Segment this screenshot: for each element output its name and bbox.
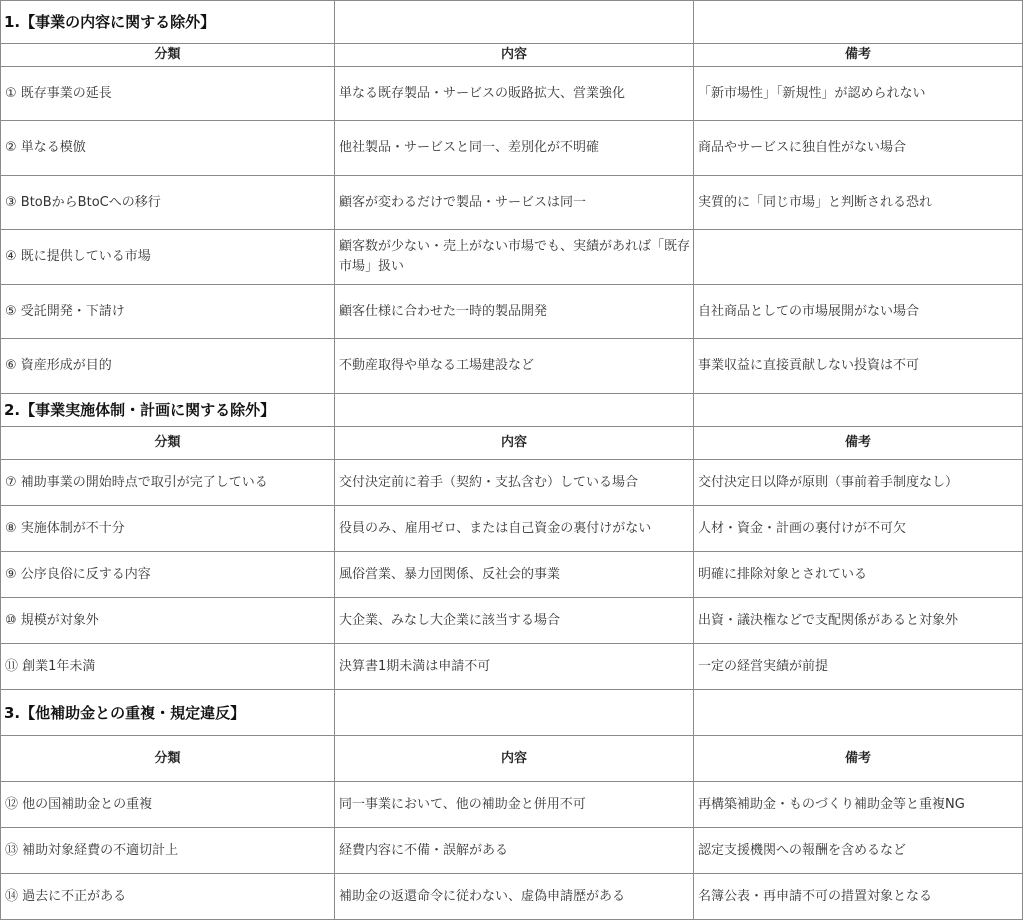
table-row — [1, 874, 1023, 920]
section-1-title-row — [1, 1, 1023, 44]
content-cell: 顧客仕様に合わせた一時的製品開発 — [335, 285, 694, 339]
remarks-cell: 名簿公表・再申請不可の措置対象となる — [694, 874, 1023, 920]
category-cell: ⑪ 創業1年未満 — [1, 644, 335, 690]
content-cell: 顧客が変わるだけで製品・サービスは同一 — [335, 176, 694, 230]
remarks-cell: 出資・議決権などで支配関係があると対象外 — [694, 598, 1023, 644]
category-cell: ⑨ 公序良俗に反する内容 — [1, 552, 335, 598]
content-cell: 交付決定前に着手（契約・支払含む）している場合 — [335, 460, 694, 506]
content-cell: 補助金の返還命令に従わない、虚偽申請歴がある — [335, 874, 694, 920]
remarks-cell: 認定支援機関への報酬を含めるなど — [694, 828, 1023, 874]
header-content: 内容 — [335, 44, 694, 67]
section-2-title-row — [1, 394, 1023, 427]
section-2-header-row — [1, 427, 1023, 460]
empty-cell — [335, 394, 694, 427]
category-cell: ⑤ 受託開発・下請け — [1, 285, 335, 339]
table-row — [1, 230, 1023, 285]
header-content: 内容 — [335, 736, 694, 782]
remarks-cell: 明確に排除対象とされている — [694, 552, 1023, 598]
content-cell: 顧客数が少ない・売上がない市場でも、実績があれば「既存市場」扱い — [335, 230, 694, 285]
remarks-cell: 実質的に「同じ市場」と判断される恐れ — [694, 176, 1023, 230]
remarks-cell: 自社商品としての市場展開がない場合 — [694, 285, 1023, 339]
section-3-header-row — [1, 736, 1023, 782]
section-title: 3.【他補助金との重複・規定違反】 — [1, 690, 335, 736]
remarks-cell: 再構築補助金・ものづくり補助金等と重複NG — [694, 782, 1023, 828]
table-row — [1, 644, 1023, 690]
remarks-cell — [694, 230, 1023, 285]
category-cell: ⑩ 規模が対象外 — [1, 598, 335, 644]
content-cell: 経費内容に不備・誤解がある — [335, 828, 694, 874]
section-3-title-row — [1, 690, 1023, 736]
empty-cell — [694, 1, 1023, 44]
section-1-header-row — [1, 44, 1023, 67]
remarks-cell: 交付決定日以降が原則（事前着手制度なし） — [694, 460, 1023, 506]
header-category: 分類 — [1, 44, 335, 67]
table-row — [1, 67, 1023, 121]
header-category: 分類 — [1, 427, 335, 460]
empty-cell — [335, 690, 694, 736]
remarks-cell: 「新市場性」「新規性」が認められない — [694, 67, 1023, 121]
category-cell: ④ 既に提供している市場 — [1, 230, 335, 285]
remarks-cell: 事業収益に直接貢献しない投資は不可 — [694, 339, 1023, 394]
header-remarks: 備考 — [694, 427, 1023, 460]
table-row — [1, 506, 1023, 552]
category-cell: ⑫ 他の国補助金との重複 — [1, 782, 335, 828]
table-row — [1, 285, 1023, 339]
content-cell: 役員のみ、雇用ゼロ、または自己資金の裏付けがない — [335, 506, 694, 552]
category-cell: ⑬ 補助対象経費の不適切計上 — [1, 828, 335, 874]
remarks-cell: 商品やサービスに独自性がない場合 — [694, 121, 1023, 176]
category-cell: ⑭ 過去に不正がある — [1, 874, 335, 920]
content-cell: 単なる既存製品・サービスの販路拡大、営業強化 — [335, 67, 694, 121]
header-remarks: 備考 — [694, 44, 1023, 67]
content-cell: 同一事業において、他の補助金と併用不可 — [335, 782, 694, 828]
table-row — [1, 460, 1023, 506]
header-category: 分類 — [1, 736, 335, 782]
empty-cell — [694, 394, 1023, 427]
content-cell: 他社製品・サービスと同一、差別化が不明確 — [335, 121, 694, 176]
header-remarks: 備考 — [694, 736, 1023, 782]
empty-cell — [335, 1, 694, 44]
content-cell: 決算書1期未満は申請不可 — [335, 644, 694, 690]
table-row — [1, 121, 1023, 176]
remarks-cell: 一定の経営実績が前提 — [694, 644, 1023, 690]
category-cell: ⑥ 資産形成が目的 — [1, 339, 335, 394]
table-row — [1, 598, 1023, 644]
category-cell: ① 既存事業の延長 — [1, 67, 335, 121]
content-cell: 風俗営業、暴力団関係、反社会的事業 — [335, 552, 694, 598]
category-cell: ③ BtoBからBtoCへの移行 — [1, 176, 335, 230]
category-cell: ② 単なる模倣 — [1, 121, 335, 176]
category-cell: ⑧ 実施体制が不十分 — [1, 506, 335, 552]
table-row — [1, 552, 1023, 598]
category-cell: ⑦ 補助事業の開始時点で取引が完了している — [1, 460, 335, 506]
section-title: 1.【事業の内容に関する除外】 — [1, 1, 335, 44]
table-row — [1, 176, 1023, 230]
content-cell: 大企業、みなし大企業に該当する場合 — [335, 598, 694, 644]
header-content: 内容 — [335, 427, 694, 460]
table-row — [1, 782, 1023, 828]
table-row — [1, 339, 1023, 394]
table-row — [1, 828, 1023, 874]
content-cell: 不動産取得や単なる工場建設など — [335, 339, 694, 394]
remarks-cell: 人材・資金・計画の裏付けが不可欠 — [694, 506, 1023, 552]
empty-cell — [694, 690, 1023, 736]
section-title: 2.【事業実施体制・計画に関する除外】 — [1, 394, 335, 427]
